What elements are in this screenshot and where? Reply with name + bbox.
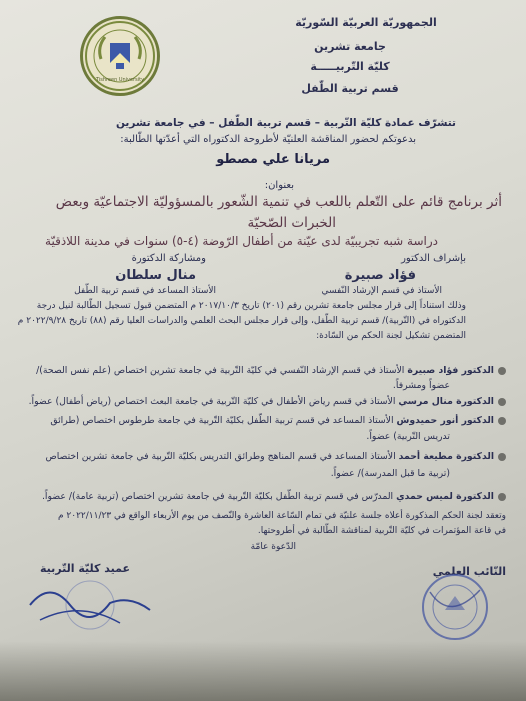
dean-signature-icon: [20, 575, 160, 635]
committee-member-name: الدكتورة لميس حمدي: [396, 491, 494, 502]
committee-member-desc: الأستاذ المساعد في قسم تربية الطّفل بكليّة التّربية في جامعة طرطوس اختصاص (طرائق: [50, 415, 394, 426]
bullet-icon: [498, 367, 506, 375]
committee-member-3-cont: تدريس التّربية) عضواً.: [366, 431, 450, 442]
committee-member-name: الدكتور أنور حميدوش: [396, 415, 494, 426]
committee-member-desc: المدرّس في قسم تربية الطّفل بكليّة التّربية في جامعة تشرين اختصاص (تربية عامة)/ عضواً.: [41, 491, 394, 502]
committee-member-name: الدكتورة مطيعة أحمد: [398, 451, 494, 462]
supervisor-role: الأستاذ في قسم الإرشاد النّفسي: [321, 286, 442, 296]
closing-line-1: وتعقد لجنة الحكم المذكورة أعلاه جلسة علنيّة في تمام السّاعة العاشرة والنّصف من يوم الأربعاء الواقع في ٢٠٢٢/١١/٢٣ م: [57, 511, 506, 521]
committee-member-4-cont: (تربية ما قبل المدرسة)/ عضواً.: [330, 468, 450, 479]
intro-line-1: تتشرّف عمادة كليّة التّربية – قسم تربية الطّفل – في جامعة تشرين: [115, 117, 456, 129]
supervisor-name: فؤاد صبيرة: [344, 268, 416, 283]
bullet-icon: [498, 493, 506, 501]
supervision-label: بإشراف الدكتور: [401, 253, 466, 264]
logo-caption: Tishreen University: [95, 77, 145, 83]
body-line-2: الدكتوراه في (التّربية)/ قسم تربية الطّفل، وإلى قرار مجلس البحث العلمي والدراسات العليا رقم (٨٨) تاريخ ٢٠٢٢/٩/٢٨ م: [17, 316, 466, 326]
bullet-icon: [498, 417, 506, 425]
university-emblem-icon: [83, 19, 157, 93]
header-country: الجمهوريّة العربيّة السّوريّة: [295, 16, 437, 29]
university-logo: [80, 16, 160, 96]
co-supervisor-name: منال سلطان: [115, 268, 196, 283]
committee-member-desc: الأستاذ في قسم رياض الأطفال في كليّة التّربية في جامعة البعث اختصاص (رياض أطفال) عضواً.: [28, 396, 396, 407]
committee-member-4: [45, 451, 506, 462]
header-faculty: كليّة التّربيـــــة: [310, 60, 390, 73]
committee-member-3: [50, 415, 506, 426]
thesis-title-line-1: أثر برنامج قائم على التّعلم باللعب في تنمية الشّعور بالمسؤوليّة الاجتماعيّة وبعض: [55, 194, 502, 210]
vice-dean-title: النّائب العلمي: [432, 565, 506, 578]
co-supervision-label: ومشاركة الدكتورة: [131, 253, 206, 264]
committee-member-5: [42, 491, 506, 502]
closing-line-2: في قاعة المؤتمرات في كليّة التّربية لمناقشة الطّالبة في أطروحتها.: [257, 526, 506, 536]
bullet-icon: [498, 453, 506, 461]
header-department: قسم تربية الطّفل: [301, 82, 399, 95]
dean-title: عميد كليّة التّربية: [40, 562, 130, 575]
page-shadow: [0, 641, 526, 701]
committee-member-1: [36, 365, 506, 376]
committee-member-desc: الأستاذ المساعد في قسم المناهج وطرائق التدريس بكليّة التّربية في جامعة تشرين اختصاص: [45, 451, 396, 462]
thesis-label: بعنوان:: [264, 180, 294, 191]
committee-member-1-cont: عضواً ومشرفاً.: [392, 380, 450, 391]
body-line-1: وذلك استناداً إلى قرار مجلس جامعة تشرين رقم (٢٠١) تاريخ ٢٠١٧/١٠/٣ م المتضمن قبول تسجيل الطّالبة لنيل درجة: [36, 301, 466, 311]
student-name: مريانا علي مصطو: [216, 152, 330, 167]
committee-member-name: الدكتور فؤاد صبيرة: [407, 365, 494, 376]
committee-member-name: الدكتورة منال مرسي: [398, 396, 494, 407]
intro-line-2: بدعوتكم لحضور المناقشة العلنيّة لأطروحة الدكتوراه التي أعدّتها الطّالبة:: [120, 134, 416, 145]
public-invitation: الدّعوة عامّة: [250, 542, 296, 552]
committee-member-desc: الأستاذ في قسم الإرشاد النّفسي في كليّة التّربية في جامعة تشرين اختصاص (علم نفس الصحة)/: [36, 365, 405, 376]
committee-member-2: [29, 396, 506, 407]
thesis-subtitle: دراسة شبه تجريبيّة لدى عيّنة من أطفال الرّوضة (٤-٥) سنوات في مدينة اللاذقيّة: [45, 234, 438, 248]
thesis-title-line-2: الخبرات الصّحيّة: [247, 215, 336, 231]
co-supervisor-role: الأستاذ المساعد في قسم تربية الطّفل: [74, 286, 216, 296]
body-line-3: المتضمن تشكيل لجنة الحكم من السّادة:: [316, 331, 466, 341]
bullet-icon: [498, 398, 506, 406]
official-stamp-icon: [420, 572, 490, 642]
header-university: جامعة تشرين: [314, 40, 386, 53]
